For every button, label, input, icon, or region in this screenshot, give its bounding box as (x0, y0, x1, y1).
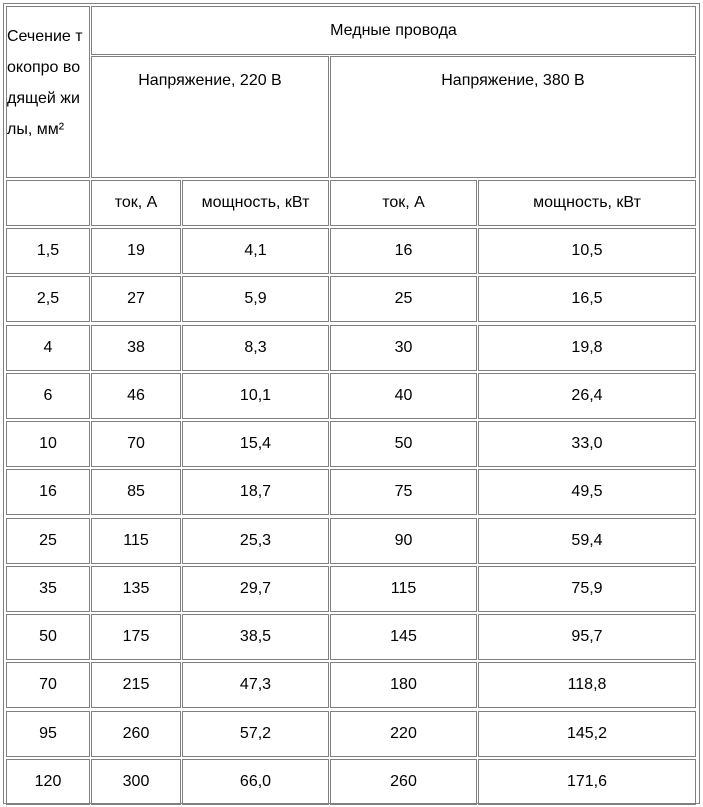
table-cell-i220 (91, 662, 181, 708)
table-cell-i220 (91, 469, 181, 515)
table-cell-i220 (91, 325, 181, 371)
table-cell-p220 (182, 421, 329, 467)
table-cell-p380 (478, 469, 696, 515)
table-cell-section (6, 662, 90, 708)
table-cell-i380 (330, 469, 477, 515)
cell-value: 6 (43, 387, 53, 404)
power-380-header (478, 180, 696, 226)
table-cell-i380 (330, 373, 477, 419)
cell-value: 1,5 (36, 242, 60, 259)
cell-value: 145 (390, 628, 417, 645)
cell-value: 145,2 (566, 725, 608, 742)
table-cell-i380 (330, 325, 477, 371)
cell-value: 57,2 (239, 725, 272, 742)
table-cell-section (6, 325, 90, 371)
table-cell-p220 (182, 566, 329, 612)
table-cell-i380 (330, 614, 477, 660)
table-cell-section (6, 228, 90, 274)
sublabel-empty-cell (6, 180, 90, 226)
cell-value: 115 (390, 580, 417, 597)
table-cell-p380 (478, 373, 696, 419)
cell-value: 75 (394, 483, 413, 500)
table-cell-i220 (91, 711, 181, 757)
cell-value: 35 (39, 580, 57, 597)
table-border-right (699, 3, 700, 804)
cell-value: 120 (34, 773, 62, 790)
copper-title: Медные провода (330, 21, 457, 39)
cell-value: 25 (394, 290, 413, 307)
cell-value: 5,9 (244, 290, 267, 307)
table-cell-p380 (478, 614, 696, 660)
cell-value: 260 (390, 773, 417, 790)
cell-value: 38 (127, 339, 145, 356)
voltage-380-cell (330, 56, 696, 178)
table-cell-section (6, 614, 90, 660)
table-cell-i220 (91, 566, 181, 612)
table-cell-i380 (330, 662, 477, 708)
cell-value: 115 (123, 532, 149, 549)
cell-value: 260 (122, 725, 150, 742)
cell-value: 16 (394, 242, 413, 259)
cell-value: 40 (394, 387, 413, 404)
cell-value: 2,5 (36, 290, 60, 307)
cell-value: 25 (39, 532, 57, 549)
table-cell-section (6, 373, 90, 419)
cell-value: 29,7 (239, 580, 272, 597)
table-cell-p220 (182, 325, 329, 371)
current-220-header (91, 180, 181, 226)
table-cell-p220 (182, 614, 329, 660)
voltage-380-label: Напряжение, 380 В (441, 72, 585, 89)
table-cell-section (6, 711, 90, 757)
power-380-label: мощность, кВт (533, 194, 641, 211)
table-cell-i380 (330, 759, 477, 805)
cell-value: 59,4 (571, 532, 603, 549)
cell-value: 49,5 (571, 483, 603, 500)
power-220-header (182, 180, 329, 226)
cell-value: 180 (390, 676, 417, 693)
cell-value: 4 (43, 339, 53, 356)
cell-value: 10,1 (239, 387, 272, 404)
table-cell-p220 (182, 469, 329, 515)
table-cell-i220 (91, 421, 181, 467)
table-cell-p220 (182, 228, 329, 274)
table-cell-p220 (182, 276, 329, 322)
table-border-top (3, 3, 700, 4)
voltage-220-label: Напряжение, 220 В (138, 72, 282, 89)
cell-value: 175 (122, 628, 150, 645)
table-cell-i380 (330, 276, 477, 322)
table-cell-i220 (91, 228, 181, 274)
cell-value: 50 (39, 628, 57, 645)
cell-value: 16,5 (571, 290, 603, 307)
table-cell-p380 (478, 325, 696, 371)
cell-value: 46 (127, 387, 145, 404)
table-cell-p220 (182, 662, 329, 708)
table-cell-p380 (478, 662, 696, 708)
cell-value: 26,4 (571, 387, 603, 404)
cell-value: 118,8 (567, 676, 607, 693)
cell-value: 70 (39, 676, 57, 693)
table-cell-i380 (330, 421, 477, 467)
cell-value: 171,6 (566, 773, 608, 790)
cell-value: 4,1 (244, 242, 267, 259)
table-cell-i380 (330, 711, 477, 757)
current-380-header (330, 180, 477, 226)
cell-value: 27 (127, 290, 145, 307)
cell-value: 25,3 (239, 532, 272, 549)
current-220-label: ток, А (114, 194, 158, 211)
table-cell-p380 (478, 711, 696, 757)
cell-value: 215 (122, 676, 150, 693)
cell-value: 85 (127, 483, 145, 500)
table-cell-i220 (91, 373, 181, 419)
cell-value: 95,7 (571, 628, 603, 645)
table-cell-section (6, 566, 90, 612)
cell-value: 33,0 (571, 435, 603, 452)
table-cell-i220 (91, 276, 181, 322)
table-cell-p220 (182, 711, 329, 757)
table-cell-i380 (330, 228, 477, 274)
current-380-label: ток, А (382, 194, 425, 211)
table-cell-section (6, 276, 90, 322)
cell-value: 70 (127, 435, 145, 452)
table-cell-i380 (330, 566, 477, 612)
table-cell-i220 (91, 518, 181, 564)
cell-value: 19 (127, 242, 145, 259)
cell-value: 10,5 (571, 242, 603, 259)
copper-title-cell (91, 6, 696, 55)
cell-value: 220 (390, 725, 417, 742)
cell-value: 135 (122, 580, 150, 597)
cell-value: 18,7 (239, 483, 272, 500)
cell-value: 30 (394, 339, 413, 356)
table-cell-section (6, 421, 90, 467)
power-220-label: мощность, кВт (201, 194, 310, 211)
cell-value: 10 (39, 435, 57, 452)
cell-value: 300 (122, 773, 150, 790)
cell-value: 38,5 (239, 628, 272, 645)
table-border-left (3, 3, 4, 804)
table-cell-section (6, 759, 90, 805)
cell-value: 50 (394, 435, 413, 452)
table-cell-p380 (478, 276, 696, 322)
section-header-label: Сечение токопро водящей жилы, мм² (7, 28, 83, 138)
table-cell-p380 (478, 518, 696, 564)
table-cell-p220 (182, 518, 329, 564)
cell-value: 15,4 (239, 435, 272, 452)
cell-value: 95 (39, 725, 57, 742)
table-cell-section (6, 518, 90, 564)
table-cell-p380 (478, 421, 696, 467)
cell-value: 16 (39, 483, 57, 500)
cell-value: 47,3 (239, 676, 272, 693)
table-cell-p220 (182, 373, 329, 419)
cell-value: 8,3 (244, 339, 267, 356)
voltage-220-cell (91, 56, 329, 178)
table-cell-p380 (478, 759, 696, 805)
table-cell-p380 (478, 566, 696, 612)
table-cell-p380 (478, 228, 696, 274)
table-cell-p220 (182, 759, 329, 805)
table-cell-i380 (330, 518, 477, 564)
section-header-cell (6, 6, 90, 178)
table-cell-i220 (91, 759, 181, 805)
cell-value: 90 (394, 532, 413, 549)
cell-value: 19,8 (571, 339, 603, 356)
cell-value: 66,0 (239, 773, 272, 790)
table-cell-section (6, 469, 90, 515)
table-cell-i220 (91, 614, 181, 660)
cell-value: 75,9 (571, 580, 603, 597)
